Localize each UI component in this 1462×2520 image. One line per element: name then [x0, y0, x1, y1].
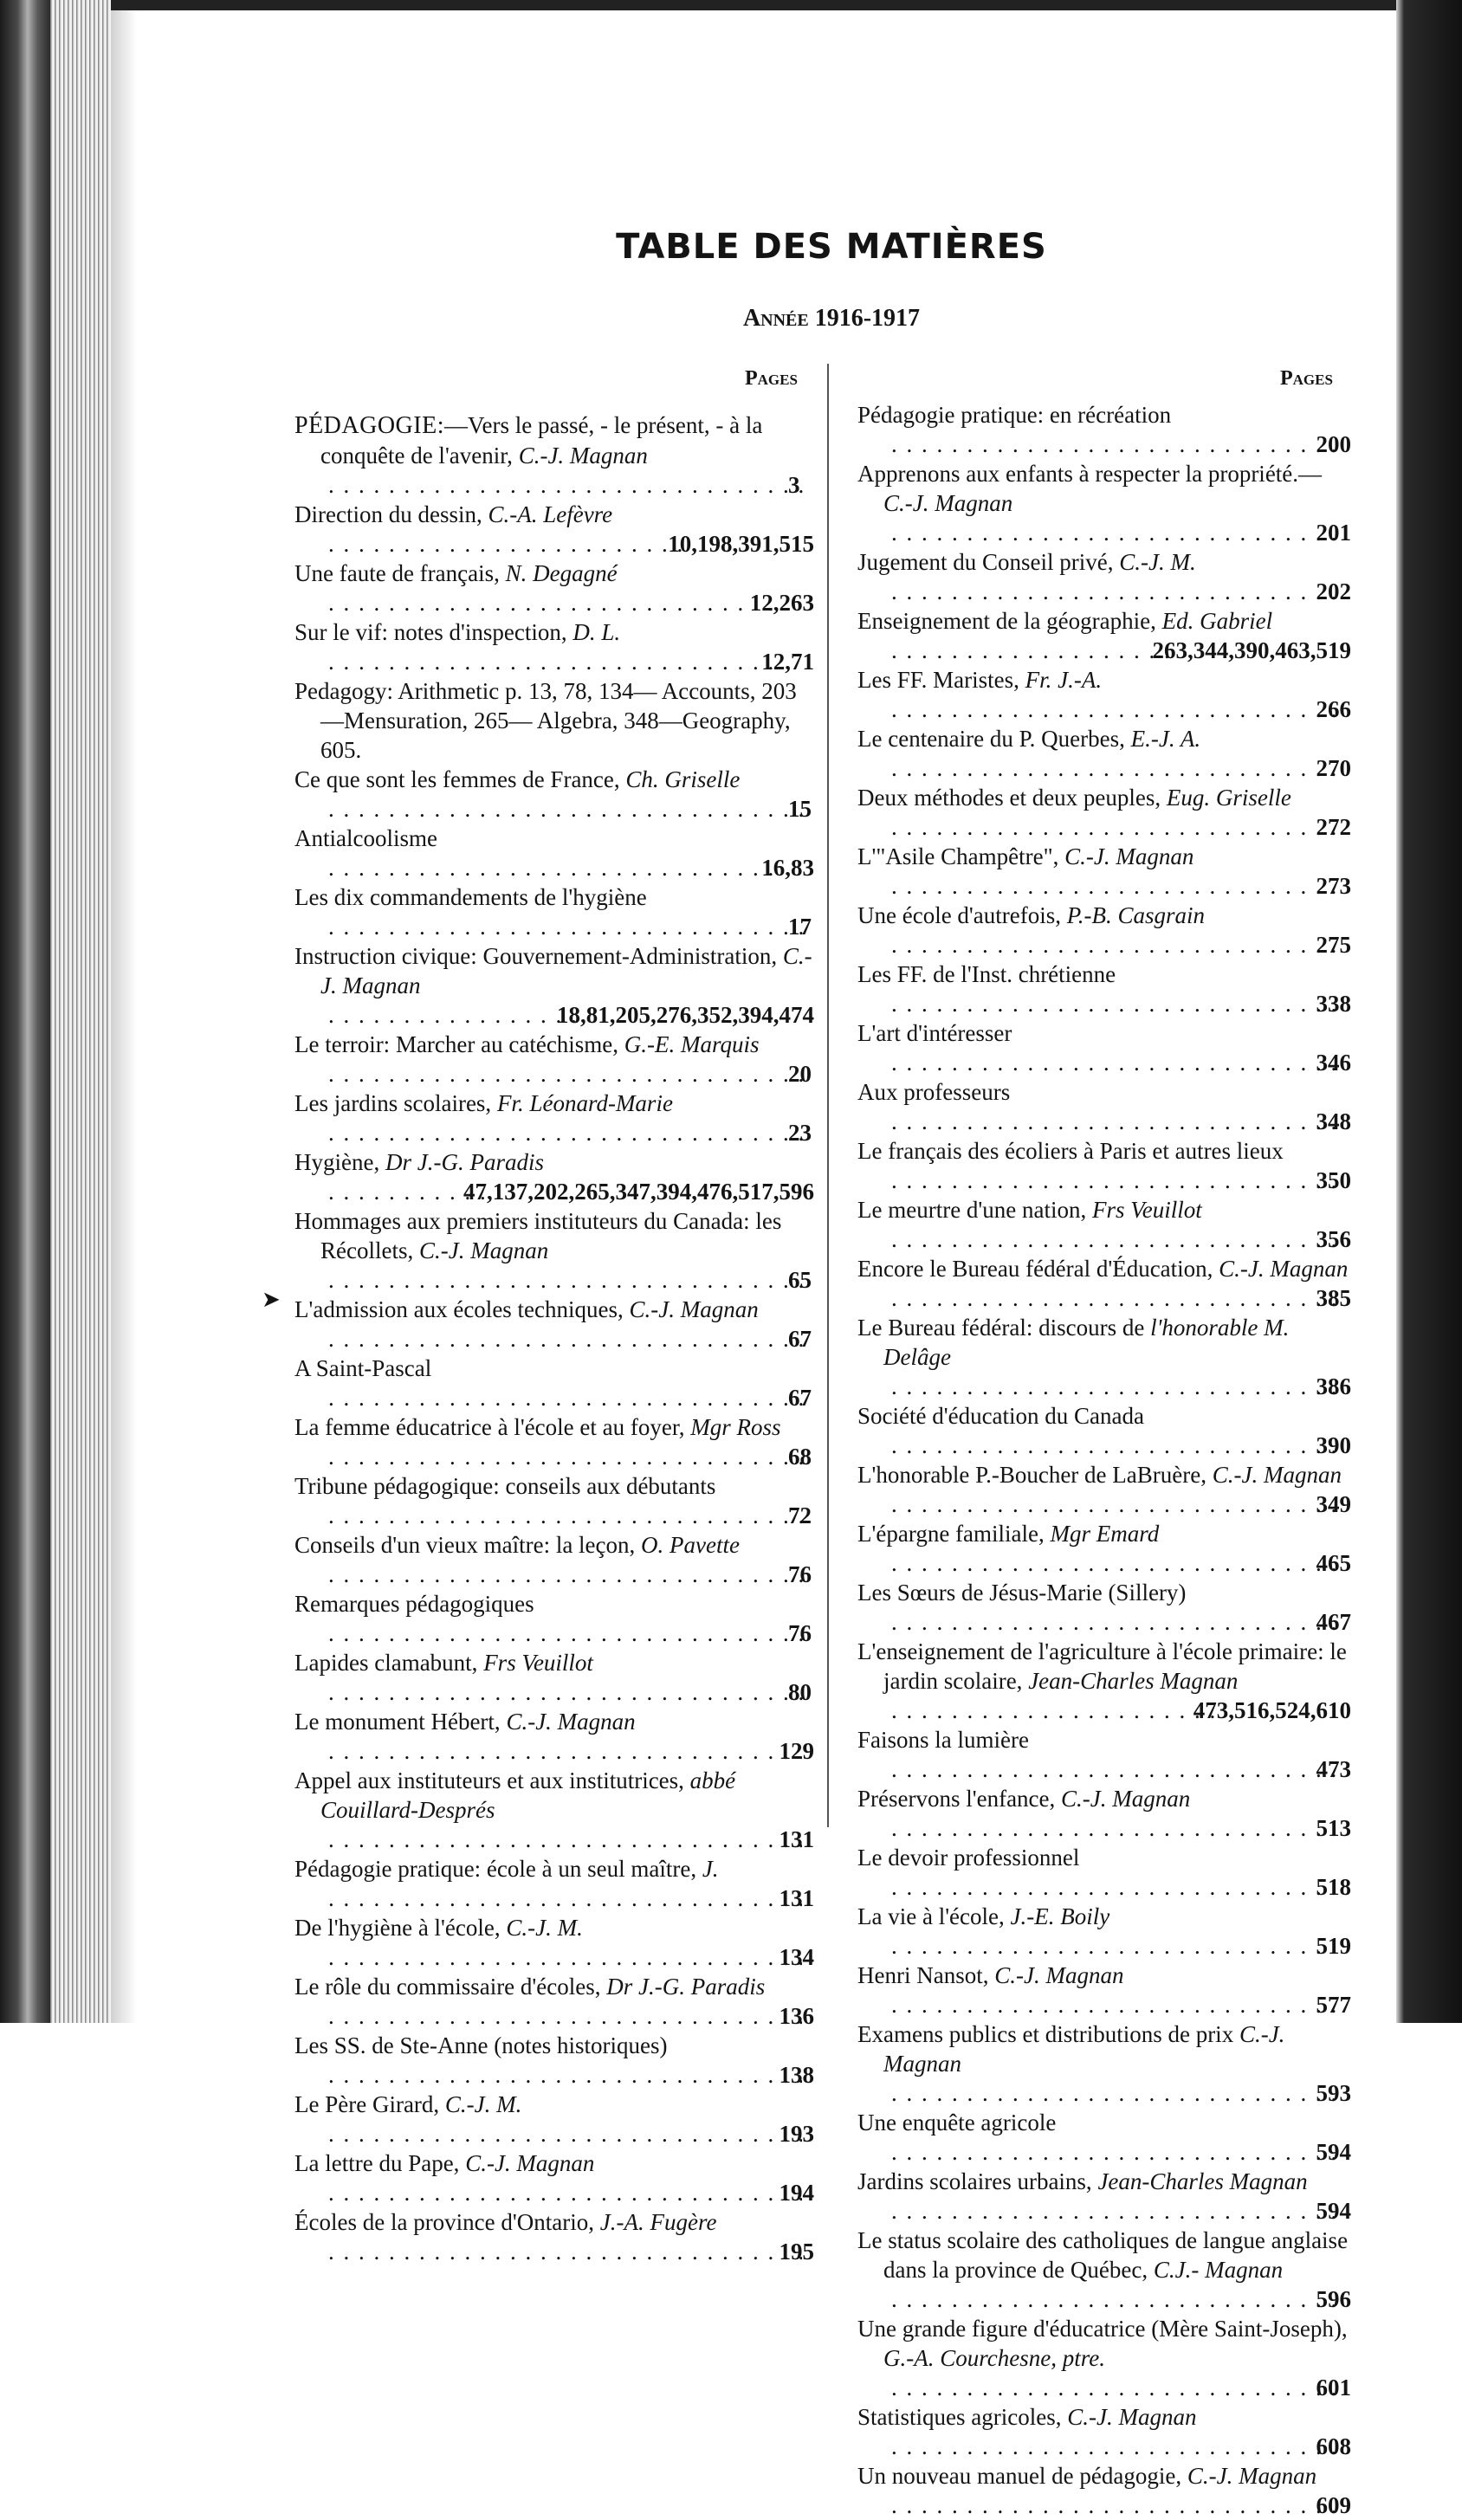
toc-entry — [857, 1018, 1351, 1077]
toc-entry: PÉDAGOGIE:—Vers le passé, - le présent, - à la conquête de l'avenir, C.-J. Magnan . . . 3 — [294, 410, 814, 500]
entry-title: Écoles de la province d'Ontario, — [294, 2209, 594, 2235]
entry-title: Pédagogie pratique: école à un seul maître, — [294, 1856, 697, 1882]
entry-pages: 10,198,391,515 — [668, 531, 814, 557]
entry-pages: 594 — [1316, 2198, 1351, 2224]
entry-title: L'"Asile Champêtre", — [857, 843, 1059, 869]
leader-dots — [887, 2284, 1339, 2314]
toc-entry — [857, 665, 1351, 724]
entry-pages: 272 — [1316, 814, 1351, 840]
entry-title: Direction du dessin, — [294, 501, 482, 527]
leader-dots — [887, 1431, 1339, 1460]
entry-title: Pédagogie pratique: en récréation — [857, 402, 1172, 428]
leader-dots — [324, 1000, 579, 1030]
leader-dots — [887, 1931, 1339, 1961]
entry-author: J.-A. Fugère — [599, 2209, 717, 2235]
leader-dots — [887, 930, 1339, 960]
entry-author: G.-E. Marquis — [624, 1031, 760, 1057]
entry-title: Les jardins scolaires, — [294, 1090, 492, 1116]
entry-title: Instruction civique: Gouvernement-Administration, — [294, 943, 778, 969]
leader-dots — [887, 577, 1339, 606]
entry-pages: 467 — [1316, 1609, 1351, 1635]
toc-entry: Hommages aux premiers instituteurs du Canada: les Récollets, C.-J. Magnan . . . 65 — [294, 1206, 814, 1295]
entry-author: Ch. Griselle — [625, 766, 741, 792]
toc-entry — [294, 1707, 814, 1766]
entry-pages: 16,83 — [761, 855, 814, 881]
entry-author: J. — [702, 1856, 719, 1882]
toc-entry: A Saint-Pascal . . . 67 — [294, 1354, 814, 1412]
toc-entry: Les dix commandements de l'hygiène . . . 17 — [294, 882, 814, 941]
toc-entry — [857, 2167, 1351, 2226]
entry-title: Un nouveau manuel de pédagogie, — [857, 2463, 1182, 2489]
page-title: TABLE DES MATIÈRES — [616, 227, 1047, 267]
entry-title: Pedagogy: Arithmetic p. 13, 78, 134— Accounts, 203—Mensuration, 265— Algebra, 348—Geography, 605. — [294, 678, 797, 763]
entry-title: De l'hygiène à l'école, — [294, 1915, 501, 1941]
entry-title: Henri Nansot, — [857, 1962, 989, 1988]
entry-title: Le Père Girard, — [294, 2091, 440, 2117]
margin-mark: ➤ — [262, 1287, 281, 1312]
entry-pages: 350 — [1316, 1167, 1351, 1193]
entry-title: Appel aux instituteurs et aux institutrices, — [294, 1767, 684, 1793]
entry-title: Conseils d'un vieux maître: la leçon, — [294, 1532, 636, 1558]
toc-entry: La femme éducatrice à l'école et au foyer, Mgr Ross . . . 68 — [294, 1412, 814, 1471]
entry-pages: 348 — [1316, 1108, 1351, 1134]
entry-pages: 473,516,524,610 — [1193, 1697, 1351, 1723]
entry-title: Sur le vif: notes d'inspection, — [294, 619, 567, 645]
leader-dots — [324, 1118, 811, 1147]
entry-pages: 273 — [1316, 873, 1351, 899]
leader-dots — [324, 647, 784, 676]
toc-entry: Remarques pédagogiques . . . 76 — [294, 1589, 814, 1648]
toc-entry — [294, 1854, 814, 1913]
entry-pages: 129 — [779, 1738, 814, 1764]
entry-author: C.-J. Magnan — [1061, 1786, 1191, 1812]
toc-entry — [294, 941, 814, 1030]
leader-dots — [887, 1548, 1339, 1578]
entry-pages: 138 — [779, 2062, 814, 2088]
entry-author: C.-J. Magnan — [418, 1237, 549, 1263]
leader-dots — [324, 1177, 486, 1206]
leader-dots — [324, 1736, 802, 1766]
leader-dots — [887, 1372, 1339, 1401]
leader-dots — [324, 2001, 802, 2031]
entry-pages: 601 — [1316, 2375, 1351, 2400]
entry-title: L'enseignement de l'agriculture à l'école primaire: le jardin scolaire, — [857, 1638, 1347, 1694]
toc-entry — [857, 1578, 1351, 1637]
entry-title: Les FF. de l'Inst. chrétienne — [857, 961, 1116, 987]
entry-title: Le monument Hébert, — [294, 1709, 501, 1735]
section-heading: PÉDAGOGIE: — [294, 412, 444, 439]
column-divider — [827, 364, 829, 1827]
entry-author: C.-A. Lefèvre — [488, 501, 613, 527]
entry-author: Fr. Léonard-Marie — [496, 1090, 673, 1116]
entry-pages: 266 — [1316, 696, 1351, 722]
entry-title: Aux professeurs — [857, 1079, 1011, 1105]
entry-pages: 594 — [1316, 2139, 1351, 2165]
entry-title: L'honorable P.-Boucher de LaBruère, — [857, 1462, 1206, 1488]
entry-title: Le français des écoliers à Paris et autres lieux — [857, 1138, 1284, 1164]
entry-author: C.-J. Magnan — [883, 2021, 1285, 2077]
entry-author: C.-J. Magnan — [518, 443, 648, 468]
leader-dots — [324, 912, 811, 941]
toc-entry: Lapides clamabunt, Frs Veuillot . . . 80 — [294, 1648, 814, 1707]
pages-label-right: Pages — [1280, 367, 1333, 390]
entry-title: Faisons la lumière — [857, 1727, 1029, 1753]
toc-entry — [294, 1147, 814, 1206]
toc-entry: Tribune pédagogique: conseils aux débutants . . . 72 — [294, 1471, 814, 1530]
entry-title: Une école d'autrefois, — [857, 902, 1062, 928]
entry-pages: 473 — [1316, 1756, 1351, 1782]
entry-author: Mgr Emard — [1050, 1521, 1160, 1547]
leader-dots — [887, 2373, 1339, 2402]
leader-dots — [324, 2060, 802, 2090]
entry-author: Dr J.-G. Paradis — [606, 1974, 766, 2000]
entry-pages: 200 — [1316, 431, 1351, 457]
leader-dots — [324, 2119, 802, 2148]
entry-title: La femme éducatrice à l'école et au foyer, — [294, 1414, 685, 1440]
toc-entry — [294, 2031, 814, 2090]
leader-dots — [887, 1813, 1339, 1843]
leader-dots — [887, 2432, 1339, 2461]
toc-entry — [857, 1136, 1351, 1195]
leader-dots — [887, 2137, 1339, 2167]
toc-left-column — [294, 410, 814, 2266]
leader-dots — [887, 2078, 1339, 2108]
toc-entry — [294, 1766, 814, 1854]
entry-author: Jean-Charles Magnan — [1097, 2168, 1308, 2194]
entry-title: Tribune pédagogique: conseils aux débutants — [294, 1473, 716, 1499]
entry-pages: 201 — [1316, 520, 1351, 546]
leader-dots — [324, 1501, 811, 1530]
entry-pages: 12,263 — [749, 590, 814, 616]
toc-entry — [857, 1961, 1351, 2019]
toc-entry — [857, 1077, 1351, 1136]
entry-author: J.-E. Boily — [1010, 1903, 1110, 1929]
entry-author: Eug. Griselle — [1166, 785, 1291, 811]
toc-entry — [857, 842, 1351, 901]
toc-entry — [294, 1972, 814, 2031]
toc-entry — [857, 1637, 1351, 1725]
entry-author: Jean-Charles Magnan — [1028, 1668, 1239, 1694]
entry-author: Mgr Ross — [690, 1414, 781, 1440]
leader-dots — [324, 1677, 811, 1707]
entry-title: La vie à l'école, — [857, 1903, 1005, 1929]
toc-entry — [857, 1902, 1351, 1961]
entry-title: Les Sœurs de Jésus-Marie (Sillery) — [857, 1580, 1187, 1606]
entry-pages: 518 — [1316, 1874, 1351, 1900]
entry-author: C.-J. Magnan — [465, 2150, 595, 2176]
entry-author: E.-J. A. — [1130, 726, 1201, 752]
leader-dots — [887, 989, 1339, 1018]
toc-entry — [857, 1725, 1351, 1784]
top-edge-shadow — [0, 0, 1462, 10]
toc-entry — [857, 2314, 1351, 2402]
leader-dots — [324, 1442, 811, 1471]
book-gutter — [0, 0, 50, 2023]
entry-author: C.J.- Magnan — [1153, 2257, 1284, 2283]
entry-author: G.-A. Courchesne, ptre. — [883, 2345, 1105, 2371]
toc-entry — [294, 2148, 814, 2207]
toc-entry — [857, 1313, 1351, 1401]
entry-pages: 18,81,205,276,352,394,474 — [557, 1002, 814, 1028]
entry-title: Apprenons aux enfants à respecter la propriété.— — [857, 461, 1323, 487]
toc-entry — [857, 606, 1351, 665]
entry-title: Société d'éducation du Canada — [857, 1403, 1145, 1429]
gutter-shadow — [111, 10, 137, 2023]
entry-title: Le status scolaire des catholiques de langue anglaise dans la province de Québec, — [857, 2227, 1349, 2283]
entry-pages: 577 — [1316, 1992, 1351, 2018]
toc-entry — [857, 724, 1351, 783]
leader-dots — [324, 2237, 802, 2266]
entry-pages: 136 — [779, 2003, 814, 2029]
entry-author: N. Degagné — [505, 560, 618, 586]
leader-dots — [887, 1489, 1339, 1519]
leader-dots — [887, 430, 1339, 459]
leader-dots — [324, 1324, 811, 1354]
entry-author: C.-J. Magnan — [506, 1709, 636, 1735]
leader-dots — [887, 636, 1175, 665]
entry-author: l'honorable M. Delâge — [883, 1315, 1290, 1370]
entry-title: Les SS. de Ste-Anne (notes historiques) — [294, 2032, 668, 2058]
entry-title: Deux méthodes et deux peuples, — [857, 785, 1161, 811]
entry-pages: 275 — [1316, 932, 1351, 958]
toc-entry — [294, 617, 814, 676]
entry-title: Une faute de français, — [294, 560, 500, 586]
toc-entry — [857, 1843, 1351, 1902]
entry-title: Ce que sont les femmes de France, — [294, 766, 620, 792]
entry-title: —Vers le passé, - le présent, - à la conquête de l'avenir, — [320, 412, 763, 468]
entry-author: D. L. — [573, 619, 621, 645]
entry-author: C.-J. Magnan — [883, 490, 1013, 516]
entry-title: Le meurtre d'une nation, — [857, 1197, 1087, 1223]
leader-dots — [887, 1754, 1339, 1784]
leader-dots — [324, 470, 811, 500]
entry-pages: 386 — [1316, 1373, 1351, 1399]
entry-pages: 194 — [779, 2180, 814, 2206]
leader-dots — [324, 529, 690, 559]
toc-entry — [857, 2108, 1351, 2167]
entry-pages: 465 — [1316, 1550, 1351, 1576]
entry-author: Fr. J.-A. — [1025, 667, 1103, 693]
entry-author: O. Pavette — [641, 1532, 740, 1558]
leader-dots — [887, 1107, 1339, 1136]
page-subtitle: Année 1916-1917 — [742, 305, 921, 332]
leader-dots — [324, 1265, 811, 1295]
entry-title: Les FF. Maristes, — [857, 667, 1019, 693]
entry-author: abbé Couillard-Després — [320, 1767, 736, 1823]
leader-dots — [324, 1884, 802, 1913]
entry-pages: 47,137,202,265,347,394,476,517,596 — [463, 1179, 814, 1205]
toc-entry — [857, 547, 1351, 606]
entry-author: C.-J. Magnan — [1219, 1256, 1349, 1282]
right-page-edge — [1396, 0, 1462, 2023]
leader-dots — [887, 2196, 1339, 2226]
entry-pages: 202 — [1316, 578, 1351, 604]
toc-entry: Conseils d'un vieux maître: la leçon, O. Pavette . . . 76 — [294, 1530, 814, 1589]
leader-dots — [324, 1825, 802, 1854]
toc-entry — [857, 1401, 1351, 1460]
toc-entry — [294, 500, 814, 559]
entry-author: Dr J.-G. Paradis — [385, 1149, 544, 1175]
leader-dots — [887, 1696, 1216, 1725]
entry-title: Une grande figure d'éducatrice (Mère Saint-Joseph), — [857, 2316, 1348, 2342]
pages-label-left: Pages — [745, 367, 798, 390]
entry-title: L'admission aux écoles techniques, — [294, 1296, 624, 1322]
toc-right-column — [857, 400, 1351, 2520]
entry-pages: 596 — [1316, 2286, 1351, 2312]
entry-pages: 346 — [1316, 1050, 1351, 1076]
toc-entry — [857, 960, 1351, 1018]
entry-title: Enseignement de la géographie, — [857, 608, 1156, 634]
toc-entry — [294, 824, 814, 882]
toc-entry — [294, 2090, 814, 2148]
entry-author: C.-J. Magnan — [1187, 2463, 1317, 2489]
leader-dots — [887, 1224, 1339, 1254]
entry-title: Jardins scolaires urbains, — [857, 2168, 1092, 2194]
entry-title: Hommages aux premiers instituteurs du Canada: les Récollets, — [294, 1208, 782, 1263]
entry-title: Une enquête agricole — [857, 2110, 1057, 2136]
entry-author: P.-B. Casgrain — [1066, 902, 1206, 928]
toc-entry — [857, 400, 1351, 459]
leader-dots — [887, 753, 1339, 783]
leader-dots — [324, 588, 773, 617]
leader-dots — [324, 853, 784, 882]
entry-title: Antialcoolisme — [294, 825, 437, 851]
entry-title: La lettre du Pape, — [294, 2150, 460, 2176]
leader-dots — [887, 518, 1339, 547]
entry-title: A Saint-Pascal — [294, 1355, 432, 1381]
toc-entry: Les jardins scolaires, Fr. Léonard-Marie . . . 23 — [294, 1089, 814, 1147]
toc-entry — [857, 2226, 1351, 2314]
entry-author: C.-J. Magnan — [629, 1296, 759, 1322]
leader-dots — [887, 812, 1339, 842]
toc-entry: L'admission aux écoles techniques, C.-J. Magnan . . . 67 — [294, 1295, 814, 1354]
leader-dots — [887, 1990, 1339, 2019]
entry-author: C.-J. Magnan — [1212, 1462, 1342, 1488]
toc-entry — [857, 1195, 1351, 1254]
leader-dots — [324, 1059, 811, 1089]
toc-entry — [857, 901, 1351, 960]
toc-entry — [857, 1254, 1351, 1313]
entry-author: C.-J. Magnan — [994, 1962, 1124, 1988]
entry-pages: 356 — [1316, 1226, 1351, 1252]
entry-title: L'art d'intéresser — [857, 1020, 1012, 1046]
leader-dots — [887, 695, 1339, 724]
entry-title: Le terroir: Marcher au catéchisme, — [294, 1031, 619, 1057]
entry-pages: 349 — [1316, 1491, 1351, 1517]
leader-dots — [887, 1607, 1339, 1637]
entry-author: C.-J. Magnan — [1067, 2404, 1197, 2430]
leader-dots — [887, 1283, 1339, 1313]
entry-pages: 270 — [1316, 755, 1351, 781]
leader-dots — [324, 1942, 802, 1972]
leader-dots — [324, 794, 811, 824]
leader-dots — [887, 1048, 1339, 1077]
entry-title: Hygiène, — [294, 1149, 380, 1175]
toc-entry — [857, 2402, 1351, 2461]
entry-title: Les dix commandements de l'hygiène — [294, 884, 647, 910]
entry-pages: 193 — [779, 2121, 814, 2147]
entry-author: C.-J. M. — [1119, 549, 1196, 575]
entry-pages: 609 — [1316, 2492, 1351, 2518]
toc-entry — [294, 559, 814, 617]
entry-pages: 513 — [1316, 1815, 1351, 1841]
leader-dots — [324, 1619, 811, 1648]
entry-pages: 131 — [779, 1885, 814, 1911]
leader-dots — [887, 871, 1339, 901]
entry-pages: 519 — [1316, 1933, 1351, 1959]
toc-entry: Ce que sont les femmes de France, Ch. Griselle . . . 15 — [294, 765, 814, 824]
entry-title: Encore le Bureau fédéral d'Éducation, — [857, 1256, 1213, 1282]
entry-title: Lapides clamabunt, — [294, 1650, 478, 1676]
toc-entry — [294, 676, 814, 765]
entry-title: Remarques pédagogiques — [294, 1591, 534, 1617]
entry-title: Le Bureau fédéral: discours de — [857, 1315, 1145, 1341]
leader-dots — [324, 2178, 802, 2207]
leader-dots — [887, 2491, 1339, 2520]
toc-entry — [857, 1460, 1351, 1519]
entry-pages: 263,344,390,463,519 — [1152, 637, 1351, 663]
entry-pages: 131 — [779, 1826, 814, 1852]
toc-entry — [294, 1913, 814, 1972]
toc-entry — [857, 783, 1351, 842]
entry-author: C.-J. M. — [444, 2091, 522, 2117]
entry-title: Le devoir professionnel — [857, 1845, 1080, 1871]
entry-title: Statistiques agricoles, — [857, 2404, 1062, 2430]
entry-author: C.-J. Magnan — [1064, 843, 1194, 869]
entry-title: Jugement du Conseil privé, — [857, 549, 1114, 575]
leader-dots — [324, 1383, 811, 1412]
toc-entry — [857, 459, 1351, 547]
toc-entry — [857, 1519, 1351, 1578]
entry-title: L'épargne familiale, — [857, 1521, 1045, 1547]
entry-pages: 195 — [779, 2239, 814, 2265]
entry-title: Préservons l'enfance, — [857, 1786, 1056, 1812]
entry-pages: 12,71 — [761, 649, 814, 675]
entry-pages: 593 — [1316, 2080, 1351, 2106]
entry-title: Examens publics et distributions de prix — [857, 2021, 1234, 2047]
entry-pages: 390 — [1316, 1432, 1351, 1458]
toc-entry — [294, 2207, 814, 2266]
entry-author: C.-J. Magnan — [320, 943, 812, 998]
entry-pages: 338 — [1316, 991, 1351, 1017]
toc-entry: Le terroir: Marcher au catéchisme, G.-E. Marquis . . . 20 — [294, 1030, 814, 1089]
entry-pages: 134 — [779, 1944, 814, 1970]
page-edges — [50, 0, 111, 2023]
entry-pages: 385 — [1316, 1285, 1351, 1311]
entry-title: Le rôle du commissaire d'écoles, — [294, 1974, 601, 2000]
entry-author: Frs Veuillot — [1092, 1197, 1202, 1223]
entry-author: Frs Veuillot — [483, 1650, 593, 1676]
entry-pages: 608 — [1316, 2433, 1351, 2459]
toc-entry — [857, 1784, 1351, 1843]
entry-title: Le centenaire du P. Querbes, — [857, 726, 1125, 752]
leader-dots — [887, 1872, 1339, 1902]
leader-dots — [887, 1166, 1339, 1195]
toc-entry — [857, 2461, 1351, 2520]
entry-author: C.-J. M. — [506, 1915, 583, 1941]
entry-author: Ed. Gabriel — [1161, 608, 1273, 634]
leader-dots — [324, 1560, 811, 1589]
toc-entry — [857, 2019, 1351, 2108]
